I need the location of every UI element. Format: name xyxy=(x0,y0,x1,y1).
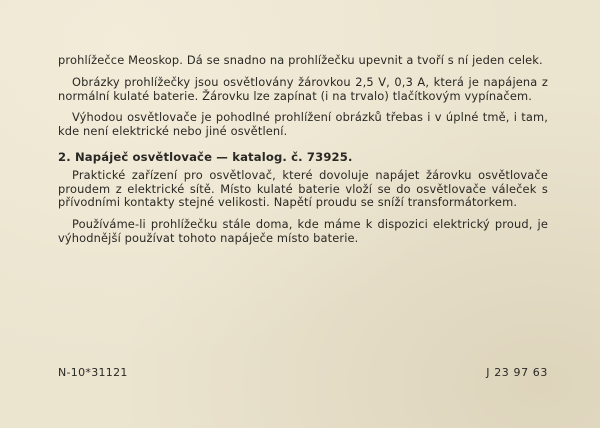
paragraph-2: Obrázky prohlížečky jsou osvětlovány žárovkou 2,5 V, 0,3 A, která je napájena z normální kulaté baterie. Žárovku lze zapínat (i na trvalo) tlačítkovým vypínačem. xyxy=(58,74,548,103)
paragraph-3: Výhodou osvětlovače je pohodlné prohlížení obrázků třebas i v úplné tmě, i tam, kde není elektrické nebo jiné osvětlení. xyxy=(58,110,548,139)
paragraph-5: Používáme-li prohlížečku stále doma, kde máme k dispozici elektrický proud, je výhodnější používat tohoto napáječe místo baterie. xyxy=(58,217,548,245)
section-heading: 2. Napáječ osvětlovače — katalog. č. 73925. xyxy=(58,149,353,164)
footer-code-left: N-10*31121 xyxy=(58,366,128,379)
paragraph-4: Praktické zařízení pro osvětlovač, které dovoluje napájet žárovku osvětlovače proudem z elektrické sítě. Místo kulaté baterie vloží se do osvětlovače váleček s přívodními kontakty stejné velikosti. Napětí proudu se sníží transformátorkem. xyxy=(58,167,548,210)
paragraph-1: prohlížečce Meoskop. Dá se snadno na prohlížečku upevnit a tvoří s ní jeden celek. xyxy=(58,53,543,67)
document-body xyxy=(58,54,548,254)
footer-code-right: J 23 97 63 xyxy=(486,366,548,379)
